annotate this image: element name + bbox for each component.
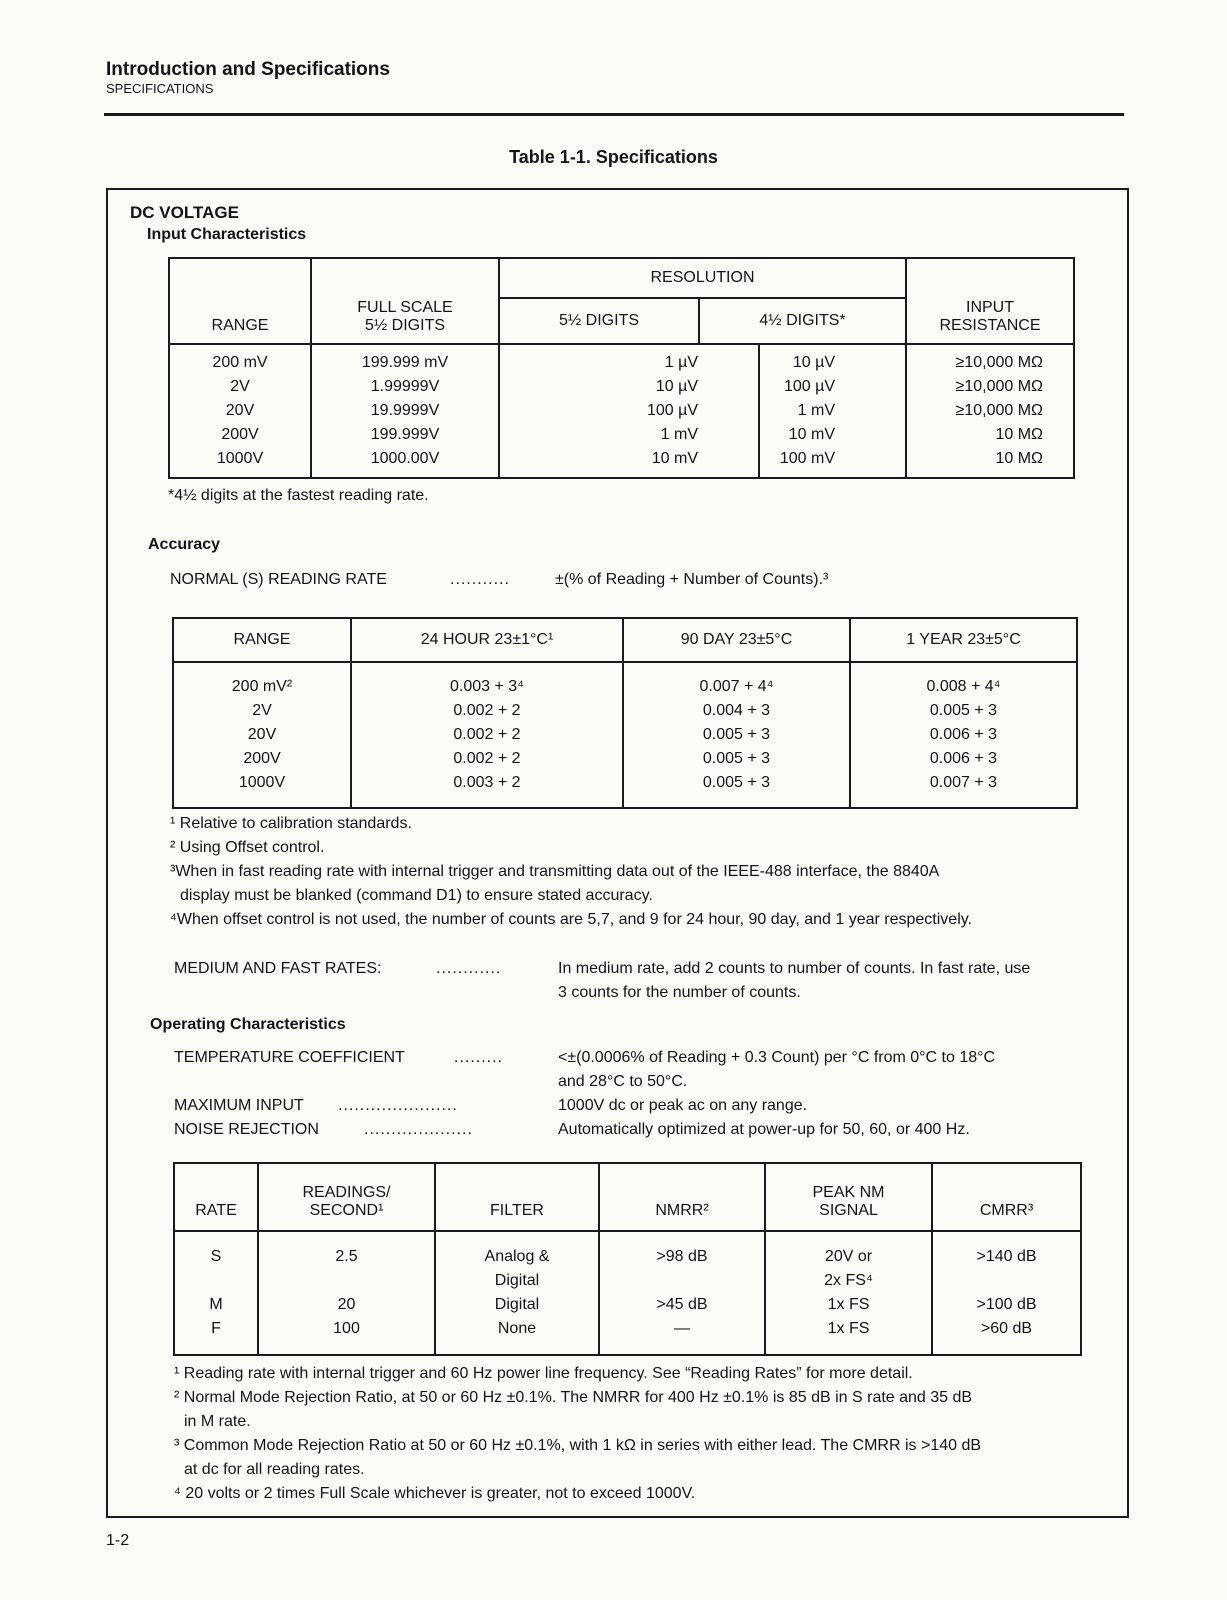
accuracy-footnote-1: ¹ Relative to calibration standards.	[170, 815, 412, 832]
cell: 100 µV	[646, 402, 698, 419]
cell: 0.007 + 3	[929, 774, 998, 791]
cell: 0.006 + 3	[929, 726, 998, 743]
cell: 10 µV	[655, 378, 698, 395]
cell: Analog &	[484, 1248, 550, 1265]
rate-col-readings	[258, 1163, 435, 1231]
cell: 200 mV²	[231, 678, 293, 695]
header-full-scale-sub: 5½ DIGITS	[364, 317, 446, 334]
peak-cells	[765, 1231, 932, 1355]
cell: 0.002 + 2	[453, 726, 521, 743]
cell: 0.005 + 3	[702, 726, 771, 743]
page-number: 1-2	[106, 1532, 130, 1549]
medium-fast-value-1: In medium rate, add 2 counts to number of counts. In fast rate, use	[558, 960, 1031, 977]
page-header-title: Introduction and Specifications	[106, 59, 390, 80]
col-range	[169, 344, 311, 478]
cell: 1.99999V	[370, 378, 440, 395]
medium-fast-label: MEDIUM AND FAST RATES:	[174, 960, 382, 977]
accuracy-range-cells	[173, 662, 351, 808]
cell: 0.005 + 3	[702, 750, 771, 767]
medium-fast-value-2: 3 counts for the number of counts.	[558, 984, 801, 1001]
section-heading: DC VOLTAGE	[130, 203, 239, 222]
max-input-value: 1000V dc or peak ac on any range.	[558, 1097, 808, 1114]
rate-col-nmrr: NMRR²	[599, 1163, 765, 1231]
cell: >98 dB	[656, 1248, 708, 1265]
cell: 1000V	[238, 774, 286, 791]
cell: 0.005 + 3	[702, 774, 771, 791]
max-input-leader: ......................	[338, 1097, 458, 1114]
cell: 10 MΩ	[995, 426, 1043, 443]
rate-col-filter: FILTER	[435, 1163, 599, 1231]
col-res-4	[759, 344, 906, 478]
accuracy-footnote-4: ⁴When offset control is not used, the number of counts are 5,7, and 9 for 24 hour, 90 day, and 1 year respectively.	[170, 911, 973, 928]
header-rule	[104, 113, 1124, 116]
cell: —	[674, 1320, 690, 1337]
rate-col-readings-1: READINGS/	[302, 1184, 391, 1201]
header-resolution	[499, 258, 906, 344]
cell: 200 mV	[212, 354, 268, 371]
rate-footnote-2: ² Normal Mode Rejection Ratio, at 50 or 60 Hz ±0.1%. The NMRR for 400 Hz ±0.1% is 85 dB in S rate and 35 dB	[174, 1389, 973, 1406]
cell: 100 mV	[779, 450, 835, 467]
cell: 20	[337, 1296, 356, 1313]
cmrr-cells	[932, 1231, 1081, 1355]
cell: 1 mV	[660, 426, 698, 443]
accuracy-col-range: RANGE	[173, 618, 351, 662]
cell: ≥10,000 MΩ	[955, 402, 1043, 419]
accuracy-col-90d: 90 DAY 23±5°C	[623, 618, 850, 662]
rate-footnote-1: ¹ Reading rate with internal trigger and 60 Hz power line frequency. See “Reading Rates” for more detail.	[174, 1365, 913, 1382]
cell: 200V	[243, 750, 281, 767]
cell: None	[497, 1320, 537, 1337]
cell: 2V	[252, 702, 272, 719]
header-input-sub: RESISTANCE	[939, 317, 1041, 334]
cell: 0.002 + 2	[453, 750, 521, 767]
normal-rate-leader: ...........	[450, 571, 510, 588]
cell: 10 mV	[788, 426, 835, 443]
rate-col-cmrr: CMRR³	[932, 1163, 1081, 1231]
accuracy-header-row	[173, 618, 1077, 662]
cell: 100 µV	[783, 378, 835, 395]
temp-coeff-label: TEMPERATURE COEFFICIENT	[174, 1049, 405, 1066]
cell: 10 mV	[651, 450, 698, 467]
cell: 20V	[247, 726, 277, 743]
accuracy-col-24h: 24 HOUR 23±1°C¹	[351, 618, 623, 662]
cell: 200V	[221, 426, 259, 443]
cell: 20V or	[824, 1248, 873, 1265]
cell: >100 dB	[976, 1296, 1037, 1313]
cell: 199.999 mV	[361, 354, 449, 371]
cell: 0.008 + 4⁴	[926, 678, 1001, 695]
cell: 1x FS	[827, 1296, 870, 1313]
cell	[259, 1269, 434, 1293]
noise-rejection-label: NOISE REJECTION	[174, 1121, 319, 1138]
normal-rate-label: NORMAL (S) READING RATE	[170, 571, 387, 588]
input-characteristics-table	[168, 257, 1075, 479]
cell: 2V	[230, 378, 250, 395]
header-full-scale	[311, 258, 499, 344]
rate-col-peak-2: SIGNAL	[819, 1202, 878, 1219]
cell: Digital	[494, 1296, 540, 1313]
rate-body-row	[174, 1231, 1081, 1355]
cell: M	[209, 1296, 223, 1313]
cell: 1000.00V	[370, 450, 440, 467]
accuracy-footnote-3: ³When in fast reading rate with internal trigger and transmitting data out of the IEEE-488 interface, the 8840A	[170, 863, 940, 880]
cell: 19.9999V	[370, 402, 440, 419]
cell: >140 dB	[976, 1248, 1037, 1265]
cell: 0.002 + 2	[453, 702, 521, 719]
temp-coeff-leader: .........	[454, 1049, 504, 1066]
input-characteristics-heading: Input Characteristics	[147, 226, 307, 243]
filter-cells	[435, 1231, 599, 1355]
cell: 0.003 + 2	[453, 774, 521, 791]
table-title: Table 1-1. Specifications	[509, 147, 718, 167]
cell: S	[210, 1248, 222, 1265]
header-input-resistance	[906, 258, 1074, 344]
rate-table	[173, 1162, 1082, 1356]
cell	[600, 1269, 764, 1293]
table-body-row	[169, 344, 1074, 478]
cell: 1000V	[216, 450, 264, 467]
cell	[175, 1269, 257, 1293]
header-range-label: RANGE	[211, 317, 269, 334]
col-input-resistance	[906, 344, 1074, 478]
accuracy-table	[172, 617, 1078, 809]
rate-col-peak-1: PEAK NM	[812, 1184, 885, 1201]
noise-rejection-leader: ....................	[364, 1121, 473, 1138]
rate-header-row	[174, 1163, 1081, 1231]
cell: 1 µV	[664, 354, 698, 371]
cell: ≥10,000 MΩ	[955, 354, 1043, 371]
cell: Digital	[494, 1272, 540, 1289]
col-full-scale	[311, 344, 499, 478]
accuracy-1y-cells	[850, 662, 1077, 808]
cell: >60 dB	[980, 1320, 1033, 1337]
cell	[933, 1269, 1080, 1293]
rate-col-peak	[765, 1163, 932, 1231]
rate-cells	[174, 1231, 258, 1355]
accuracy-body-row	[173, 662, 1077, 808]
cell: 10 µV	[792, 354, 835, 371]
cell: >45 dB	[656, 1296, 708, 1313]
cell: 2x FS⁴	[824, 1272, 873, 1289]
header-res-4-digits: 4½ DIGITS*	[759, 312, 846, 329]
col-res-5	[499, 344, 759, 478]
accuracy-heading: Accuracy	[148, 536, 221, 553]
table-header-row	[169, 258, 1074, 344]
rate-footnote-3: ³ Common Mode Rejection Ratio at 50 or 60 Hz ±0.1%, with 1 kΩ in series with either lead. The CMRR is >140 dB	[174, 1437, 982, 1454]
cell: F	[211, 1320, 221, 1337]
rate-col-rate: RATE	[174, 1163, 258, 1231]
page-header-subtitle: SPECIFICATIONS	[106, 81, 214, 96]
header-range	[169, 258, 311, 344]
noise-rejection-value: Automatically optimized at power-up for 50, 60, or 400 Hz.	[558, 1121, 970, 1138]
cell: 0.006 + 3	[929, 750, 998, 767]
max-input-label: MAXIMUM INPUT	[174, 1097, 304, 1114]
rate-footnote-4: ⁴ 20 volts or 2 times Full Scale whichever is greater, not to exceed 1000V.	[174, 1485, 696, 1502]
header-resolution-label: RESOLUTION	[500, 259, 905, 299]
rate-footnote-3-cont: at dc for all reading rates.	[184, 1461, 365, 1478]
rate-col-readings-2: SECOND¹	[309, 1202, 384, 1219]
cell: 199.999V	[370, 426, 440, 443]
normal-rate-value: ±(% of Reading + Number of Counts).³	[555, 571, 829, 588]
header-res-5-digits: 5½ DIGITS	[500, 299, 700, 343]
cell: 0.005 + 3	[929, 702, 998, 719]
cell: 0.007 + 4⁴	[699, 678, 774, 695]
accuracy-footnote-3-cont: display must be blanked (command D1) to ensure stated accuracy.	[180, 887, 653, 904]
nmrr-cells	[599, 1231, 765, 1355]
operating-heading: Operating Characteristics	[150, 1016, 346, 1033]
temp-coeff-value-2: and 28°C to 50°C.	[558, 1073, 688, 1090]
cell: 10 MΩ	[995, 450, 1043, 467]
accuracy-24h-cells	[351, 662, 623, 808]
readings-cells	[258, 1231, 435, 1355]
cell: 2.5	[335, 1248, 358, 1265]
cell: 0.003 + 3⁴	[449, 678, 525, 695]
header-full-scale-label: FULL SCALE	[357, 299, 453, 316]
cell: 1x FS	[827, 1320, 870, 1337]
rate-footnote-2-cont: in M rate.	[184, 1413, 251, 1430]
input-footnote: *4½ digits at the fastest reading rate.	[168, 487, 429, 504]
header-input-label: INPUT	[966, 299, 1014, 316]
accuracy-footnote-2: ² Using Offset control.	[170, 839, 325, 856]
temp-coeff-value-1: <±(0.0006% of Reading + 0.3 Count) per °C from 0°C to 18°C	[558, 1049, 996, 1066]
medium-fast-leader: ............	[436, 960, 502, 977]
cell: 0.004 + 3	[702, 702, 771, 719]
accuracy-col-1y: 1 YEAR 23±5°C	[850, 618, 1077, 662]
cell: 1 mV	[797, 402, 835, 419]
cell: 20V	[225, 402, 255, 419]
cell: ≥10,000 MΩ	[955, 378, 1043, 395]
accuracy-90d-cells	[623, 662, 850, 808]
cell: 100	[333, 1320, 360, 1337]
